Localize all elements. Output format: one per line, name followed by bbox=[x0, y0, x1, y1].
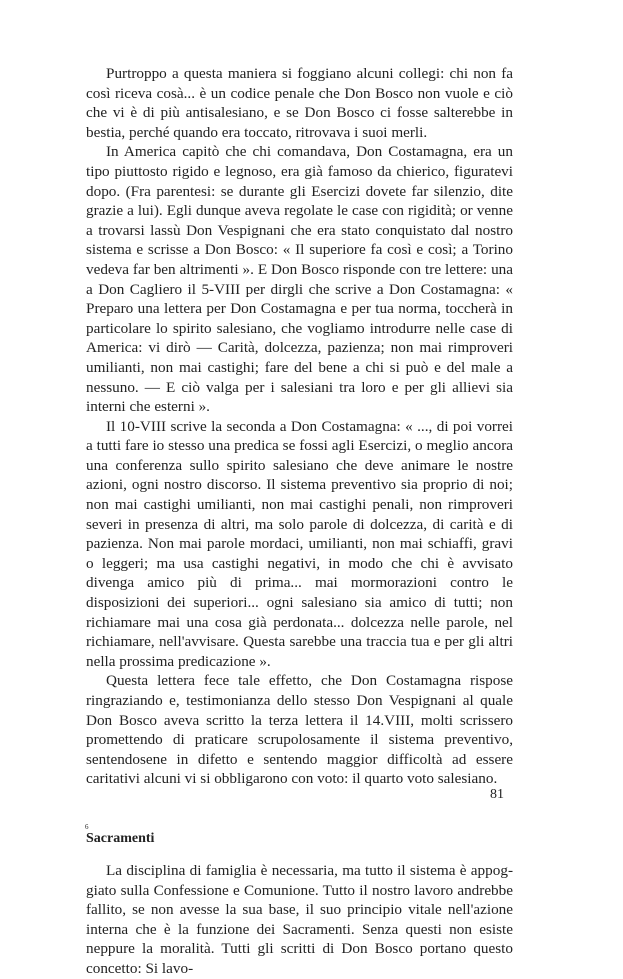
paragraph-collegi: Purtroppo a questa maniera si foggiano alcuni collegi: chi non fa così riceva cosà... è un codice penale che Don Bosco non vuole e ciò che vi è di più antisalesiano, e se Don Bosco ci fosse salterebbe in bestia, perché quando era toccato, ritrovava i suoi merli. bbox=[86, 65, 513, 141]
paragraph-america: In America capitò che chi comandava, Don Costamagna, era un tipo piuttosto rigido e legnoso, era già famoso da chierico, figuratevi dopo. (Fra parentesi: se durante gli Esercizi dovete far silenzio, dite grazie a lui). Egli dunque aveva regolate le case con rigidità; or venne a trovarsi lassù Don Vespignani che era stato conquistato dal nostro sistema e scrisse a Don Bosco: « Il superiore fa così e così; a Torino vedeva far ben altrimenti ». E Don Bosco risponde con tre lettere: una a Don Cagliero il 5-VIII per dirgli che scrive a Don Costamagna: « Preparo una lettera per Don Costamagna e per tua norma, toccherà in particolare lo spirito salesiano, che vogliamo introdurre nelle case di America: vi dirò — Carità, dolcezza, pazienza; non mai rimproveri umilianti, non mai castighi; fare del bene a chi si può e del male a nessuno. — E ciò valga per i salesiani tra loro e per gli allievi sia interni che esterni ». bbox=[86, 143, 513, 416]
margin-mark: 6 bbox=[85, 823, 89, 831]
section-heading: Sacramenti bbox=[86, 830, 155, 846]
page-body bbox=[86, 64, 513, 979]
page-number: 81 bbox=[490, 787, 504, 802]
paragraph-effetto: Questa lettera fece tale effetto, che Don Costamagna rispose ringraziando e, testimonianza dello stesso Don Vespignani al quale Don Bosco aveva scritto la terza lettera il 14.VIII, molti scrissero promettendo di praticare scrupolosamente il sistema preventivo, sentendosene in difetto e sentendo maggior difficoltà ad essere caritativi alcuni vi si obbligarono con voto: il quarto voto salesiano. bbox=[86, 672, 513, 788]
paragraph-sacramenti: La disciplina di famiglia è necessaria, ma tutto il sistema è appoggiato sulla Confessione e Comunione. Tutto il nostro lavoro andrebbe fallito, se non avesse la sua base, il suo principio vitale nell'azione interna che è la funzione dei Sacramenti. Senza questi non esiste neppure la moralità. Tutti gli scritti di Don Bosco portano questo concetto: Si lavo- bbox=[86, 861, 513, 977]
paragraph-seconda-lettera: Il 10-VIII scrive la seconda a Don Costamagna: « ..., di poi vorrei a tutti fare io stesso una predica se fossi agli Esercizi, o meglio ancora una conferenza sullo spirito salesiano che deve animare le nostre azioni, ogni nostro discorso. Il sistema preventivo sia proprio di noi; non mai castighi umilianti, non mai castighi penali, non rimproveri severi in presenza di altri, ma solo parole di dolcezza, di carità e di pazienza. Non mai parole mordaci, umilianti, non mai schiaffi, gravi o leggeri; ma usa castighi negativi, in modo che chi è avvisato divenga amico più di prima... mai mormorazioni contro le disposizioni dei superiori... ogni salesiano sia amico di tutti; non richiamare mai una cosa già perdonata... dolcezza nelle parole, nel richiamare, nell'avvisare. Questa sarebbe una traccia tua e per gli altri nella prossima predicazione ». bbox=[86, 417, 513, 670]
